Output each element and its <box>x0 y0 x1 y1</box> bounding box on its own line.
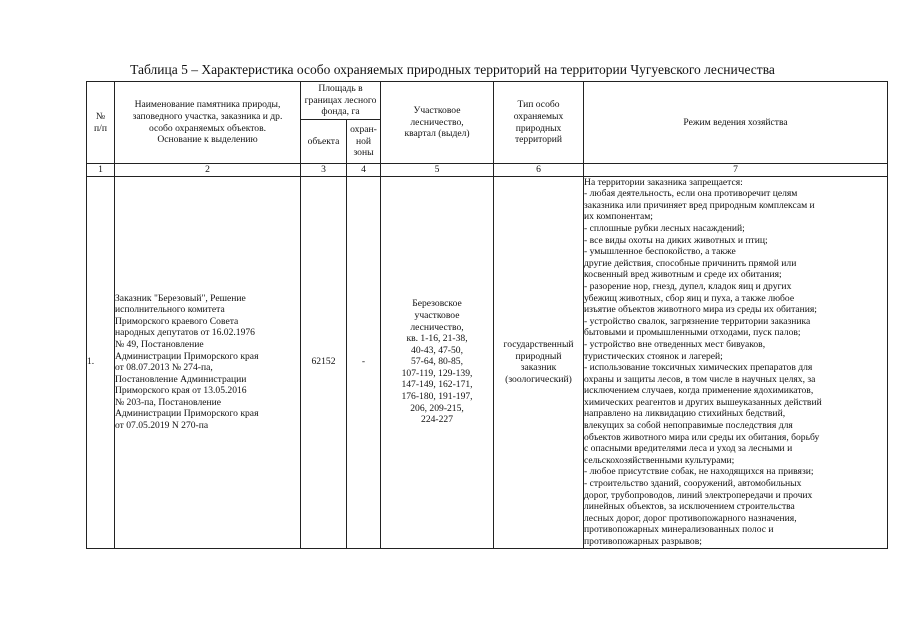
column-number: 1 <box>87 164 115 177</box>
header-forestry: Участковое лесничество, квартал (выдел) <box>381 82 494 164</box>
column-number: 6 <box>494 164 584 177</box>
header-area-zone: охран- ной зоны <box>347 120 381 164</box>
row-type: государственный природный заказник (зоологический) <box>494 176 584 548</box>
column-number: 2 <box>115 164 301 177</box>
row-name: Заказник "Березовый", Решение исполнительного комитета Приморского краевого Совета народных депутатов от 16.02.1976 № 49, Постановление Администрации Приморского края от 08.07.2013 № 274-па, Постановление Администрации Приморского края от 13.05.2016 № 203-па, Постановление Администрации Приморского края от 07.05.2019 N 270-па <box>115 176 301 548</box>
column-number: 5 <box>381 164 494 177</box>
column-number: 3 <box>301 164 347 177</box>
header-name: Наименование памятника природы, заповедного участка, заказника и др. особо охраняемых объектов. Основание к выделению <box>115 82 301 164</box>
table-caption: Таблица 5 – Характеристика особо охраняемых природных территорий на территории Чугуевского лесничества <box>130 62 775 77</box>
row-forestry: Березовское участковое лесничество, кв. 1-16, 21-38, 40-43, 47-50, 57-64, 80-85, 107-119, 129-139, 147-149, 162-171, 176-180, 191-197, 206, 209-215, 224-227 <box>381 176 494 548</box>
table-row <box>87 176 888 548</box>
row-area-zone: - <box>347 176 381 548</box>
row-regime: На территории заказника запрещается: - любая деятельность, если она противоречит целям заказника или причиняет вред природным комплексам и их компонентам; - сплошные рубки лесных насаждений; - все виды охоты на диких животных и птиц; - умышленное беспокойство, а также другие действия, способные причинить прямой или косвенный вред животным и среде их обитания; - разорение нор, гнезд, дупел, кладок яиц и других убежищ животных, сбор яиц и пуха, а также любое изъятие объектов животного мира из среды их обитания; - устройство свалок, загрязнение территории заказника бытовыми и промышленными отходами, пуск палов; - устройство вне отведенных мест бивуаков, туристических стоянок и лагерей; - использование токсичных химических препаратов для охраны и защиты лесов, в том числе в научных целях, за исключением случаев, когда применение ядохимикатов, химических реагентов и других вышеуказанных действий направлено на ликвидацию стихийных бедствий, влекущих за собой непоправимые последствия для объектов животного мира или среды их обитания, борьбу с опасными вредителями леса и уход за лесными и сельскохозяйственными культурами; - любое присутствие собак, не находящихся на привязи; - строительство зданий, сооружений, автомобильных дорог, трубопроводов, линий электропередачи и прочих линейных объектов, за исключением строительства лесных дорог, дорог противопожарного назначения, противопожарных минерализованных полос и противопожарных разрывов; <box>584 176 888 548</box>
header-num: № п/п <box>87 82 115 164</box>
header-regime: Режим ведения хозяйства <box>584 82 888 164</box>
row-number: 1. <box>87 176 115 548</box>
column-numbers-row <box>87 164 888 177</box>
protected-areas-table <box>86 81 888 549</box>
header-area-object: объекта <box>301 120 347 164</box>
row-area-object: 62152 <box>301 176 347 548</box>
column-number: 4 <box>347 164 381 177</box>
header-type: Тип особо охраняемых природных территорий <box>494 82 584 164</box>
column-number: 7 <box>584 164 888 177</box>
header-area: Площадь в границах лесного фонда, га <box>301 82 381 120</box>
